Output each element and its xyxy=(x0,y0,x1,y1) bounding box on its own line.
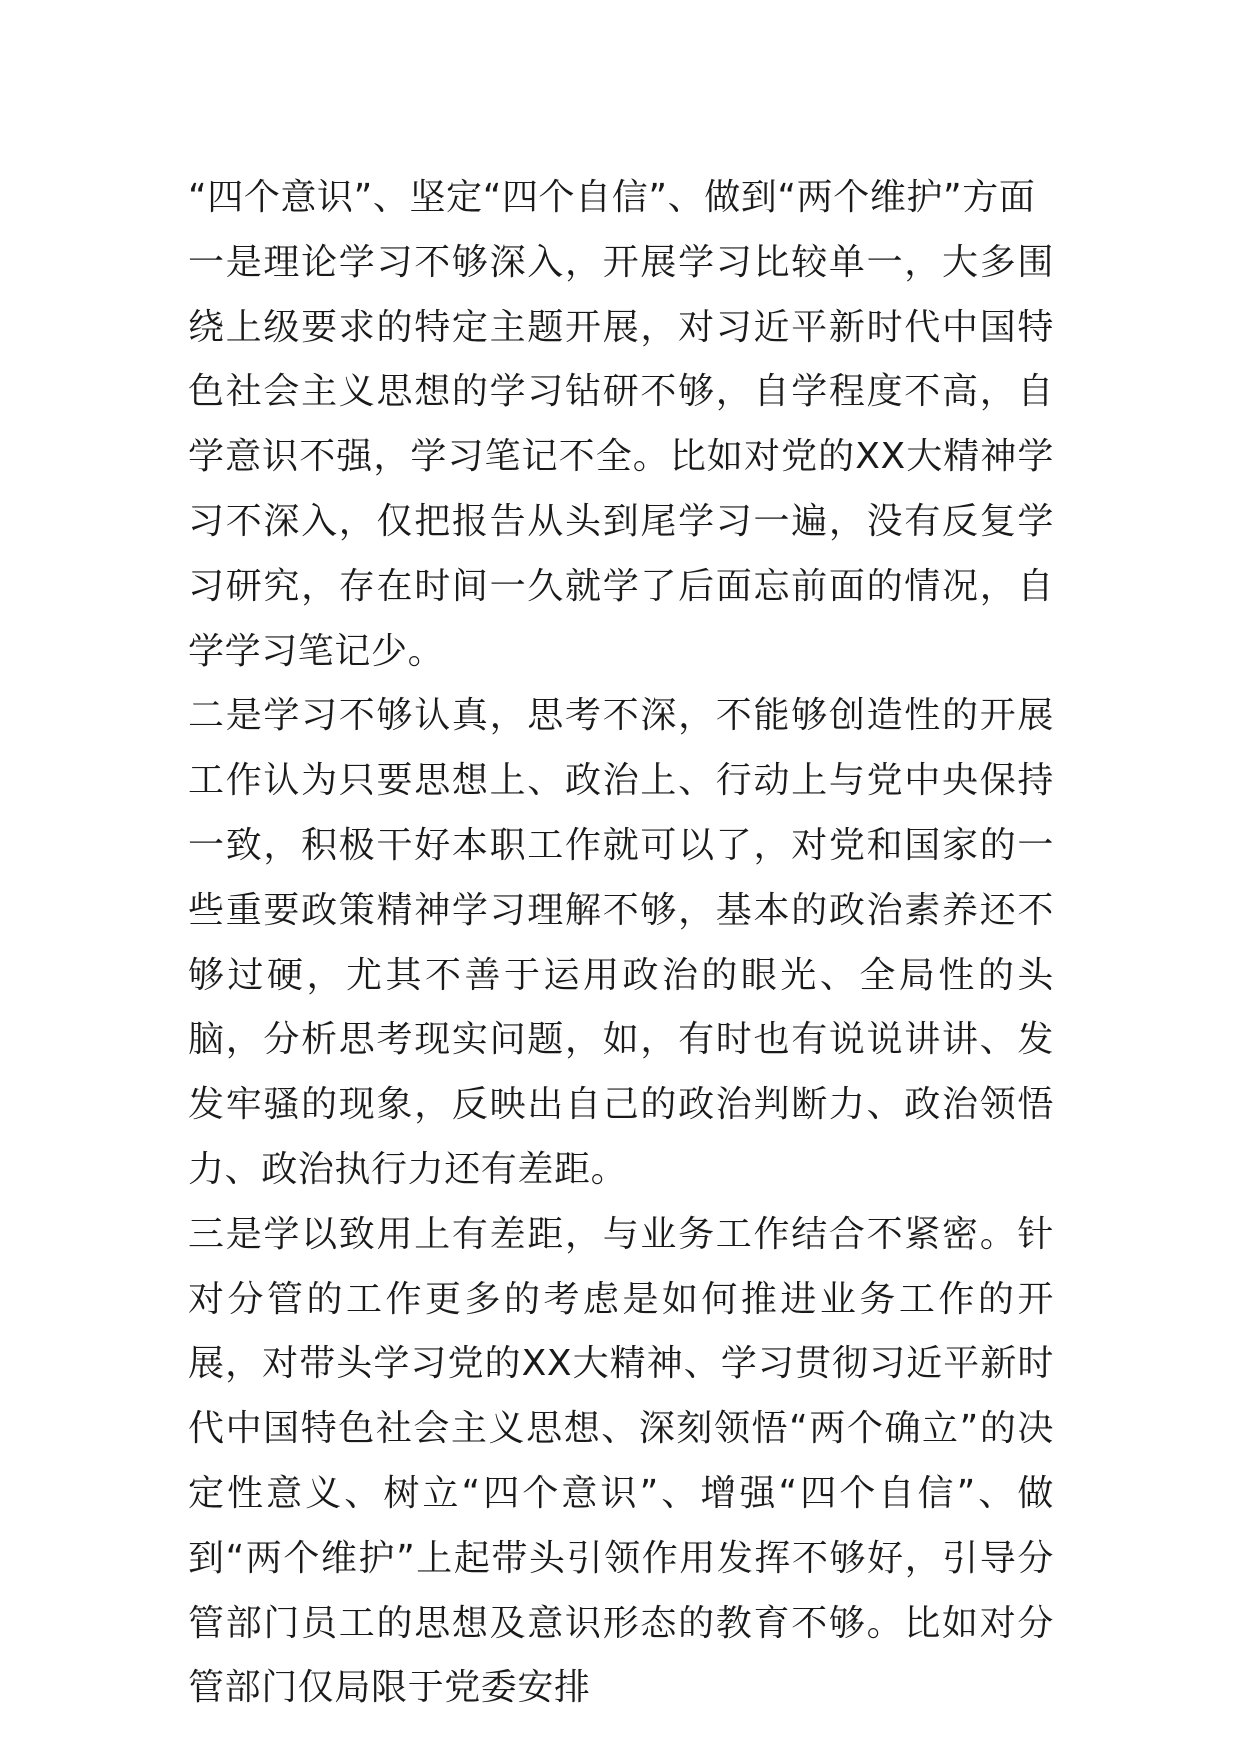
paragraph-section-heading: “四个意识”、坚定“四个自信”、做到“两个维护”方面 xyxy=(188,177,1036,218)
paragraph-item-three: 三是学以致用上有差距，与业务工作结合不紧密。针对分管的工作更多的考虑是如何推进业务工作的开展，对带头学习党的XX大精神、学习贯彻习近平新时代中国特色社会主义思想、深刻领悟“两个确立”的决定性意义、树立“四个意识”、增强“四个自信”、做到“两个维护”上起带头引领作用发挥不够好，引导分管部门员工的思想及意识形态的教育不够。比如对分管部门仅局限于党委安排 xyxy=(188,1213,1054,1709)
document-body xyxy=(188,166,1054,1721)
paragraph-item-one: 一是理论学习不够深入，开展学习比较单一，大多围绕上级要求的特定主题开展，对习近平新时代中国特色社会主义思想的学习钻研不够，自学程度不高，自学意识不强，学习笔记不全。比如对党的XX大精神学习不深入，仅把报告从头到尾学习一遍，没有反复学习研究，存在时间一久就学了后面忘前面的情况，自学学习笔记少。 xyxy=(188,241,1054,672)
paragraph-item-two: 二是学习不够认真，思考不深，不能够创造性的开展工作认为只要思想上、政治上、行动上与党中央保持一致，积极干好本职工作就可以了，对党和国家的一些重要政策精神学习理解不够，基本的政治素养还不够过硬，尤其不善于运用政治的眼光、全局性的头脑，分析思考现实问题，如，有时也有说说讲讲、发发牢骚的现象，反映出自己的政治判断力、政治领悟力、政治执行力还有差距。 xyxy=(188,695,1054,1190)
